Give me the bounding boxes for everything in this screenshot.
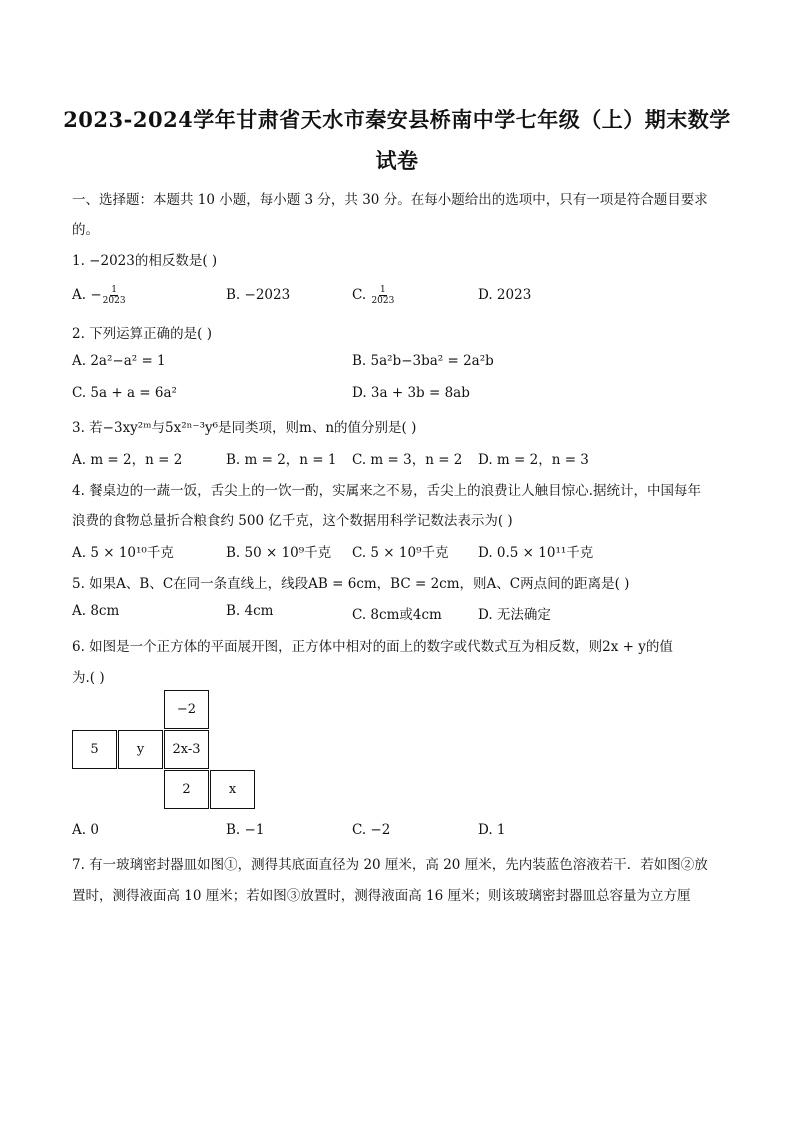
question-7-stem-line1: 7. 有一玻璃密封器皿如图①，测得其底面直径为 20 厘米，高 20 厘米，先内装蓝色溶液若干．若如图②放 (72, 857, 708, 873)
cube-net-cell-right: x (210, 770, 255, 809)
question-1-option-d: D. 2023 (478, 287, 532, 303)
question-5-option-c: C. 8cm或4cm (352, 607, 442, 623)
question-4-option-d: D. 0.5 × 10¹¹千克 (478, 545, 594, 561)
question-2-option-b: B. 5a²b−3ba² = 2a²b (352, 353, 494, 369)
cube-net-cell-left1: 5 (72, 730, 117, 769)
option-c-prefix: C. (352, 287, 371, 303)
section-instructions: 一、选择题：本题共 10 小题，每小题 3 分，共 30 分。在每小题给出的选项中，只有一项是符合题目要求 (72, 192, 708, 208)
fraction-denominator: 2023 (371, 296, 395, 306)
option-a-prefix: A. − (72, 287, 102, 303)
exam-title-line2: 试卷 (375, 148, 419, 173)
question-3-option-d: D. m = 2，n = 3 (478, 452, 589, 468)
cube-net-figure (72, 690, 256, 810)
question-1-option-a (72, 285, 127, 306)
fraction (103, 285, 126, 306)
question-2-option-a: A. 2a²−a² = 1 (72, 353, 166, 369)
cube-net-cell-center: 2x-3 (164, 730, 209, 769)
question-4-option-a: A. 5 × 10¹⁰千克 (72, 545, 174, 561)
question-4-option-c: C. 5 × 10⁹千克 (352, 545, 449, 561)
question-6-stem-line2: 为.( ) (72, 670, 105, 686)
question-5-stem: 5. 如果A、B、C在同一条直线上，线段AB = 6cm，BC = 2cm，则A、C两点间的距离是( ) (72, 576, 630, 592)
question-1-stem: 1. −2023的相反数是( ) (72, 253, 218, 269)
question-3-stem: 3. 若−3xy²ᵐ与5x²ⁿ⁻³y⁶是同类项，则m、n的值分别是( ) (72, 420, 417, 436)
question-5-option-b: B. 4cm (226, 603, 274, 619)
question-6-option-c: C. −2 (352, 822, 391, 838)
cube-net-cell-bottom: 2 (164, 770, 209, 809)
fraction (371, 285, 394, 306)
cube-net-cell-top: −2 (164, 690, 209, 729)
exam-title-line1: 2023-2024学年甘肃省天水市秦安县桥南中学七年级（上）期末数学 (63, 107, 731, 132)
fraction-numerator: 1 (111, 285, 117, 295)
question-6-option-a: A. 0 (72, 822, 99, 838)
question-3-option-b: B. m = 2，n = 1 (226, 452, 337, 468)
question-2-option-c: C. 5a + a = 6a² (72, 385, 177, 401)
question-7-stem-line2: 置时，测得液面高 10 厘米；若如图③放置时，测得液面高 16 厘米；则该玻璃密封器皿总容量为立方厘 (72, 888, 691, 904)
cube-net-cell-left2: y (118, 730, 163, 769)
fraction-numerator: 1 (380, 285, 386, 295)
question-6-stem-line1: 6. 如图是一个正方体的平面展开图，正方体中相对的面上的数字或代数式互为相反数，则2x + y的值 (72, 639, 673, 655)
question-3-option-a: A. m = 2，n = 2 (72, 452, 183, 468)
question-6-option-d: D. 1 (478, 822, 506, 838)
question-1-option-b: B. −2023 (226, 287, 291, 303)
question-4-stem-line2: 浪费的食物总量折合粮食约 500 亿千克，这个数据用科学记数法表示为( ) (72, 513, 513, 529)
question-4-option-b: B. 50 × 10⁹千克 (226, 545, 332, 561)
question-2-option-d: D. 3a + 3b = 8ab (352, 385, 470, 401)
question-4-stem-line1: 4. 餐桌边的一蔬一饭，舌尖上的一饮一酌，实属来之不易，舌尖上的浪费让人触目惊心.据统计，中国每年 (72, 483, 701, 499)
question-1-option-c (352, 285, 395, 306)
question-6-option-b: B. −1 (226, 822, 265, 838)
question-2-stem: 2. 下列运算正确的是( ) (72, 326, 212, 342)
section-instructions-cont: 的。 (72, 222, 99, 238)
question-5-option-d: D. 无法确定 (478, 607, 551, 623)
fraction-denominator: 2023 (102, 296, 126, 306)
question-3-option-c: C. m = 3，n = 2 (352, 452, 463, 468)
question-5-option-a: A. 8cm (72, 603, 120, 619)
